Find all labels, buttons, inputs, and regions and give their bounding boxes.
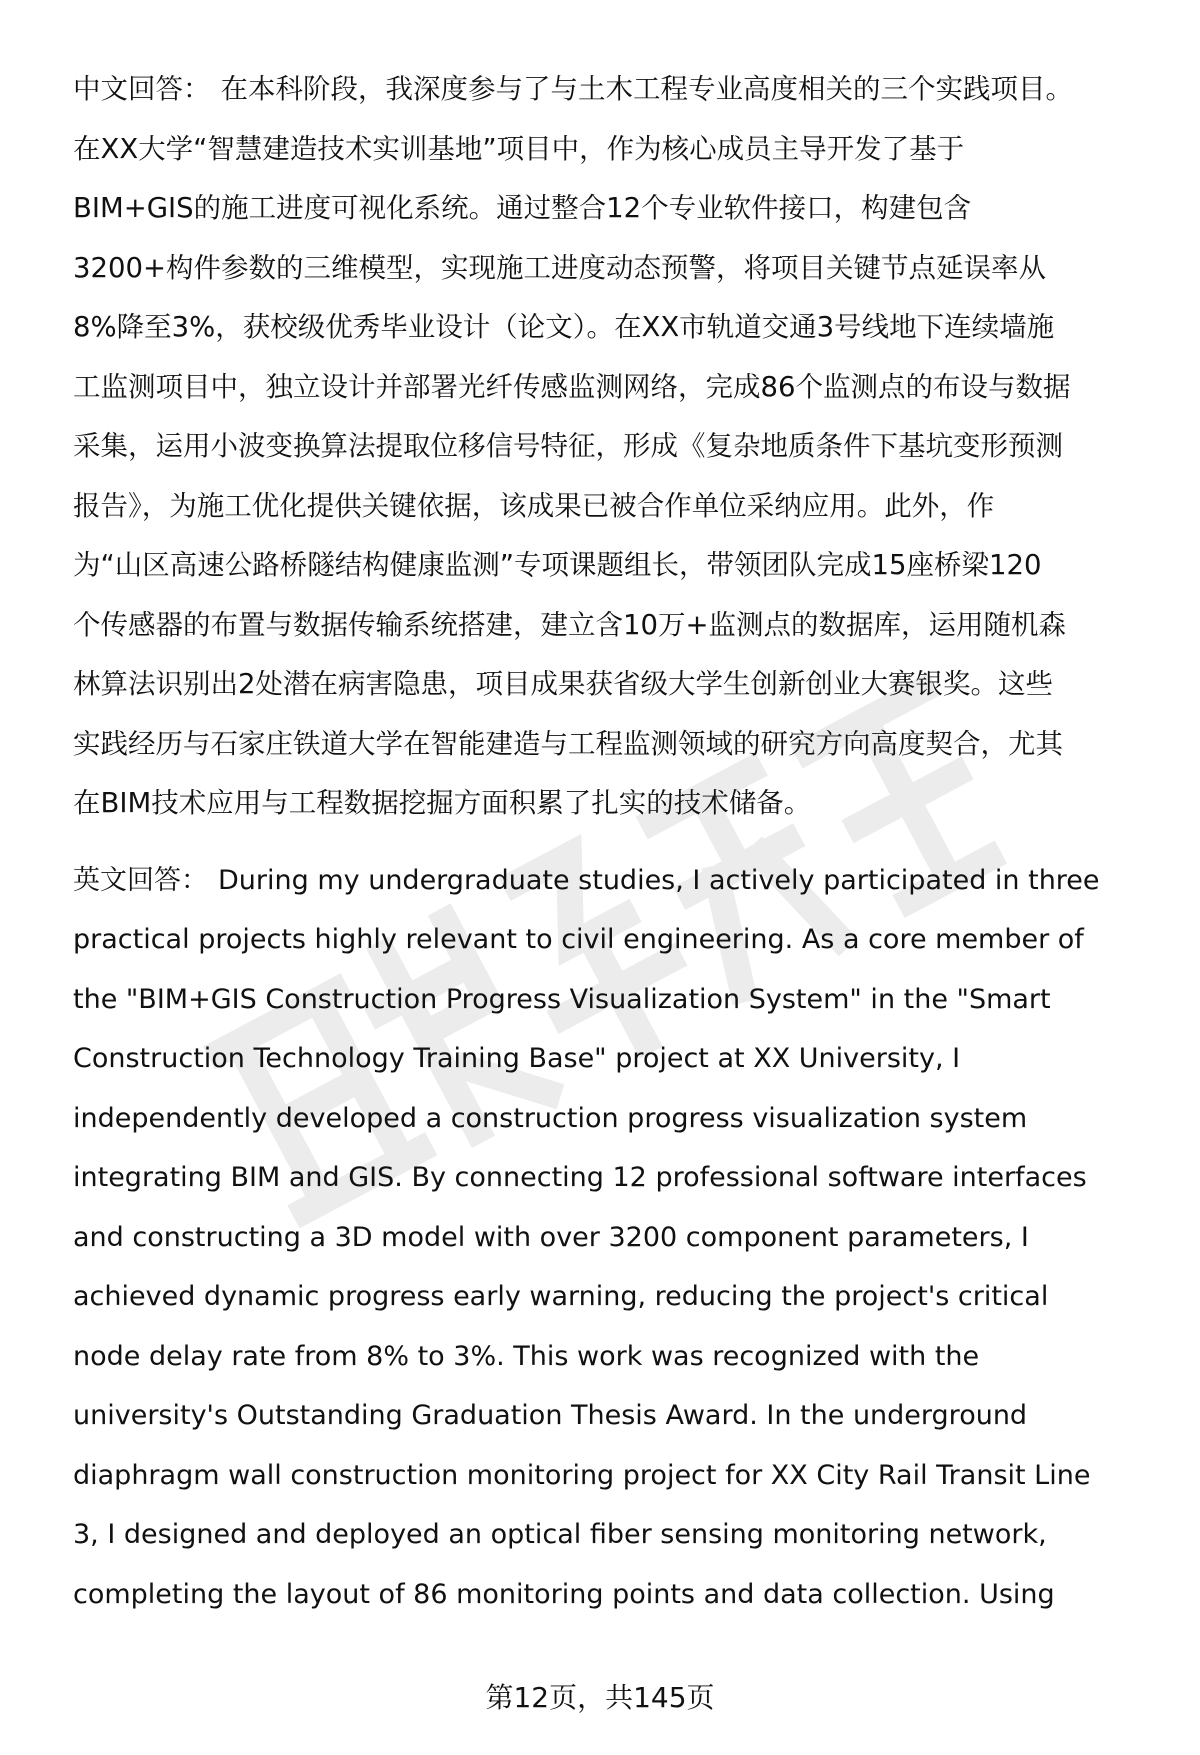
en-line-5: independently developed a construction progress visualization system <box>73 1102 1028 1134</box>
zh-line-13: 在BIM技术应用与工程数据挖掘方面积累了扎实的技术储备。 <box>73 787 812 819</box>
en-answer-label: 英文回答： <box>73 864 208 896</box>
zh-line-4: 3200+构件参数的三维模型，实现施工进度动态预警，将项目关键节点延误率从 <box>73 251 1047 284</box>
en-line-7: and constructing a 3D model with over 3200 component parameters, I <box>73 1221 1029 1253</box>
zh-line-11: 林算法识别出2处潜在病害隐患，项目成果获省级大学生创新创业大赛银奖。这些 <box>73 668 1053 700</box>
en-line-1-text: During my undergraduate studies, I actively participated in three <box>218 864 1100 896</box>
en-line-11: diaphragm wall construction monitoring project for XX City Rail Transit Line <box>73 1459 1091 1491</box>
english-answer <box>73 851 1153 1625</box>
en-line-9: node delay rate from 8% to 3%. This work was recognized with the <box>73 1340 980 1372</box>
en-line-10: university's Outstanding Graduation Thesis Award. In the underground <box>73 1400 1028 1431</box>
en-line-1 <box>73 851 1153 911</box>
zh-line-9: 为“山区高速公路桥隧结构健康监测”专项课题组长，带领团队完成15座桥梁120 <box>73 549 1042 581</box>
zh-line-6: 工监测项目中，独立设计并部署光纤传感监测网络，完成86个监测点的布设与数据 <box>73 370 1071 403</box>
zh-line-10: 个传感器的布置与数据传输系统搭建，建立含10万+监测点的数据库，运用随机森 <box>73 608 1067 641</box>
en-line-6: integrating BIM and GIS. By connecting 12 professional software interfaces <box>73 1162 1087 1193</box>
zh-line-2: 在XX大学“智慧建造技术实训基地”项目中，作为核心成员主导开发了基于 <box>73 132 965 165</box>
page-number-footer: 第12页，共145页 <box>485 1681 715 1714</box>
en-line-4: Construction Technology Training Base" project at XX University, I <box>73 1043 961 1074</box>
zh-line-3: BIM+GIS的施工进度可视化系统。通过整合12个专业软件接口，构建包含 <box>73 192 972 224</box>
en-line-2: practical projects highly relevant to civil engineering. As a core member of <box>73 924 1084 955</box>
zh-line-8: 报告》，为施工优化提供关键依据，该成果已被合作单位采纳应用。此外，作 <box>73 489 995 522</box>
en-line-8: achieved dynamic progress early warning, reducing the project's critical <box>73 1281 1049 1312</box>
zh-line-1-text: 在本科阶段，我深度参与了与土木工程专业高度相关的三个实践项目。 <box>220 73 1073 105</box>
zh-line-1 <box>73 60 1153 120</box>
chinese-answer <box>73 60 1153 834</box>
document-body <box>73 60 1153 1624</box>
zh-answer-label: 中文回答： <box>73 73 211 105</box>
en-line-13: completing the layout of 86 monitoring points and data collection. Using <box>73 1578 1055 1610</box>
zh-line-5: 8%降至3%，获校级优秀毕业设计（论文）。在XX市轨道交通3号线地下连续墙施 <box>73 311 1055 343</box>
zh-line-12: 实践经历与石家庄铁道大学在智能建造与工程监测领域的研究方向高度契合，尤其 <box>73 727 1063 760</box>
zh-line-7: 采集，运用小波变换算法提取位移信号特征，形成《复杂地质条件下基坑变形预测 <box>73 430 1063 462</box>
en-line-12: 3, I designed and deployed an optical fiber sensing monitoring network, <box>73 1519 1047 1550</box>
en-line-3: the "BIM+GIS Construction Progress Visualization System" in the "Smart <box>73 983 1051 1015</box>
